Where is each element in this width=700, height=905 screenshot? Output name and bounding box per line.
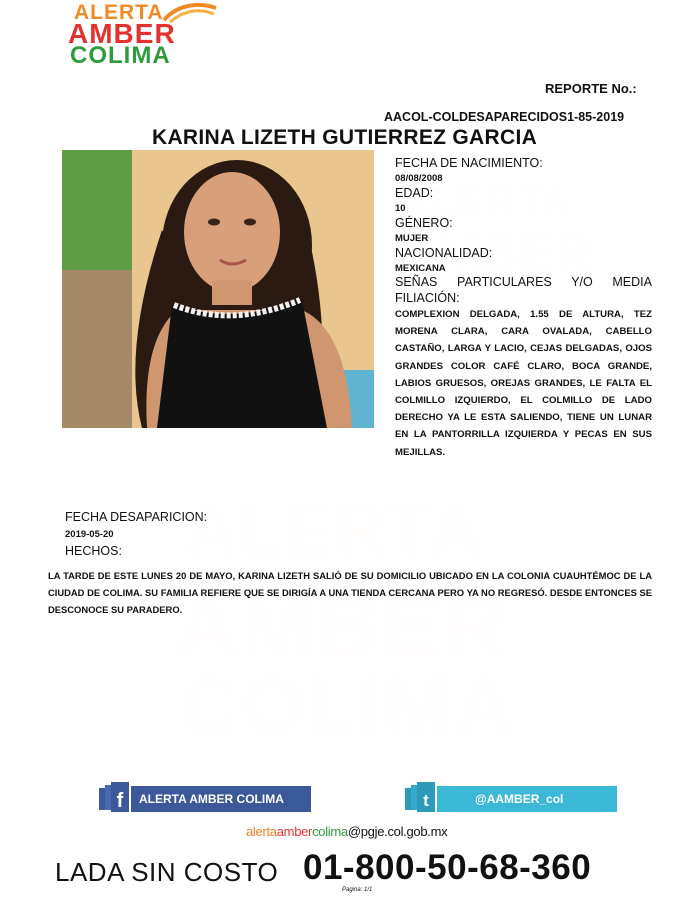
birthdate-label: FECHA DE NACIMIENTO:	[395, 156, 543, 170]
disappearance-date-label: FECHA DESAPARICION:	[65, 510, 208, 524]
missing-person-photo	[62, 150, 374, 428]
svg-text:f: f	[116, 790, 124, 812]
facts-text: LA TARDE DE ESTE LUNES 20 DE MAYO, KARINA LIZETH SALIÓ DE SU DOMICILIO UBICADO EN LA COLONIA CUAUHTÉMOC DE LA CIUDAD DE COLIMA. SU FAMILIA REFIERE QUE SE DIRIGÍA A UNA TIENDA CERCANA PERO YA NO REGRESÓ. DESDE ENTONCES SE DESCONOCE SU PARADERO.	[48, 570, 652, 615]
field-gender	[395, 216, 652, 244]
facts-label: HECHOS:	[65, 544, 122, 558]
person-details	[395, 156, 652, 461]
email-part-colima: colima	[312, 824, 348, 839]
facebook-bar[interactable]	[97, 782, 311, 814]
nationality-label: NACIONALIDAD:	[395, 246, 493, 260]
twitter-bar[interactable]	[403, 782, 617, 814]
field-birthdate	[395, 156, 652, 184]
child-portrait-illustration	[62, 150, 374, 428]
gender-label: GÉNERO:	[395, 216, 453, 230]
email-part-alerta: alerta	[246, 824, 277, 839]
facebook-label-bar[interactable]	[131, 786, 311, 812]
report-label: REPORTE No.:	[545, 81, 637, 96]
gender-value: MUJER	[395, 233, 429, 244]
birthdate-value: 08/08/2008	[395, 173, 443, 184]
person-name: KARINA LIZETH GUTIERREZ GARCIA	[152, 126, 538, 149]
email-part-amber: amber	[276, 824, 313, 839]
contact-email[interactable]	[246, 824, 447, 839]
facebook-label: ALERTA AMBER COLIMA	[139, 792, 284, 806]
page-number: Pagina: 1/1	[342, 887, 373, 893]
field-nationality	[395, 246, 652, 274]
phone-number[interactable]: 01-800-50-68-360	[303, 848, 592, 887]
logo-line-colima: COLIMA	[70, 42, 171, 69]
field-age	[395, 186, 652, 214]
features-label: SEÑAS PARTICULARES Y/O MEDIA FILIACIÓN:	[395, 275, 652, 305]
facebook-icon	[97, 782, 131, 814]
age-value: 10	[395, 203, 406, 214]
watermark-line1	[185, 490, 484, 572]
logo-line-amber: AMBER	[68, 18, 176, 49]
logo-line-alerta: ALERTA	[74, 1, 164, 24]
email-part-domain: @pgje.col.gob.mx	[347, 824, 448, 839]
report-number: AACOL-COLDESAPARECIDOS1-85-2019	[384, 110, 625, 124]
features-value: COMPLEXION DELGADA, 1.55 DE ALTURA, TEZ MORENA CLARA, CARA OVALADA, CABELLO CASTAÑO, LARGA Y LACIO, CEJAS DELGADAS, OJOS GRANDES COLOR CAFÉ CLARO, BOCA GRANDE, LABIOS GRUESOS, OREJAS GRANDES, LE FALTA EL COLMILLO IZQUIERDO, EL COLMILLO DE LADO DERECHO YA LE ESTA SALIENDO, TIENE UN LUNAR EN LA PANTORRILLA IZQUIERDA Y PECAS EN SUS MEJILLAS.	[395, 309, 652, 458]
twitter-icon	[403, 782, 437, 814]
watermark-line3	[180, 660, 515, 754]
disappearance-date-value: 2019-05-20	[65, 529, 114, 540]
nationality-value: MEXICANA	[395, 263, 446, 274]
phone-label: LADA SIN COSTO	[55, 857, 279, 887]
twitter-label: @AAMBER_col	[475, 792, 564, 806]
svg-text:t: t	[423, 791, 429, 810]
twitter-label-bar[interactable]	[437, 786, 617, 812]
age-label: EDAD:	[395, 186, 434, 200]
